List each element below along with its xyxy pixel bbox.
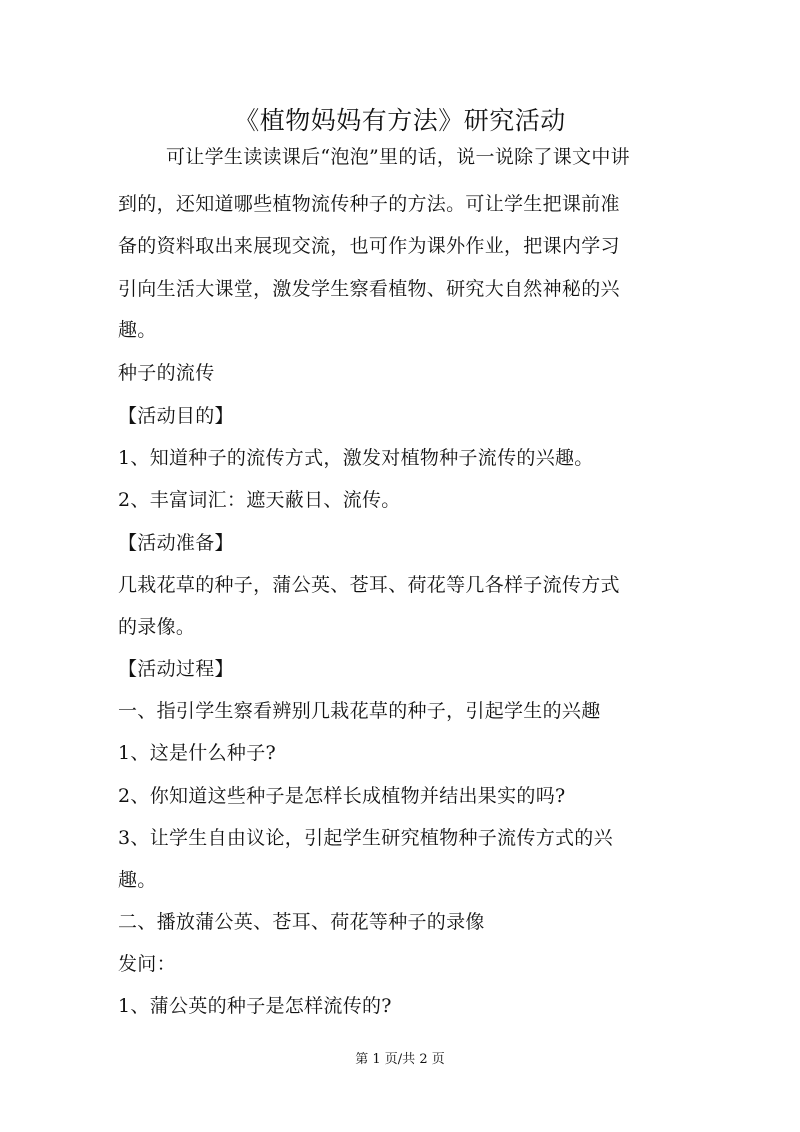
page-footer: 第 1 页/共 2 页 <box>355 1052 445 1067</box>
paragraph-line: 到的，还知道哪些植物流传种子的方法。可让学生把课前准 <box>118 193 620 215</box>
paragraph-line: 几栽花草的种子，蒲公英、苍耳、荷花等几各样子流传方式 <box>118 574 620 596</box>
list-item: 2、你知道这些种子是怎样长成植物并结出果实的吗? <box>118 785 566 807</box>
list-item: 2、丰富词汇：遮天蔽日、流传。 <box>118 489 401 511</box>
paragraph-line: 引向生活大课堂，激发学生察看植物、研究大自然神秘的兴 <box>118 278 620 300</box>
list-item: 3、让学生自由议论，引起学生研究植物种子流传方式的兴 <box>118 827 613 849</box>
document-title: 《植物妈妈有方法》研究活动 <box>234 106 566 135</box>
paragraph-line: 可让学生读读课后“泡泡”里的话，说一说除了课文中讲 <box>166 146 630 168</box>
list-item: 1、这是什么种子? <box>118 742 276 764</box>
section-heading: 种子的流传 <box>118 362 215 384</box>
list-item: 趣。 <box>118 869 157 891</box>
step-heading: 二、播放蒲公英、苍耳、荷花等种子的录像 <box>118 911 485 933</box>
section-heading: 【活动准备】 <box>118 532 234 554</box>
paragraph-line: 趣。 <box>118 319 157 341</box>
paragraph-line: 备的资料取出来展现交流，也可作为课外作业，把课内学习 <box>118 235 620 257</box>
paragraph-line: 发问： <box>118 953 176 975</box>
paragraph-line: 的录像。 <box>118 616 196 638</box>
list-item: 1、蒲公英的种子是怎样流传的? <box>118 995 392 1017</box>
step-heading: 一、指引学生察看辨别几栽花草的种子，引起学生的兴趣 <box>118 700 601 722</box>
list-item: 1、知道种子的流传方式，激发对植物种子流传的兴趣。 <box>118 447 594 469</box>
section-heading: 【活动目的】 <box>118 405 234 427</box>
section-heading: 【活动过程】 <box>118 658 234 680</box>
